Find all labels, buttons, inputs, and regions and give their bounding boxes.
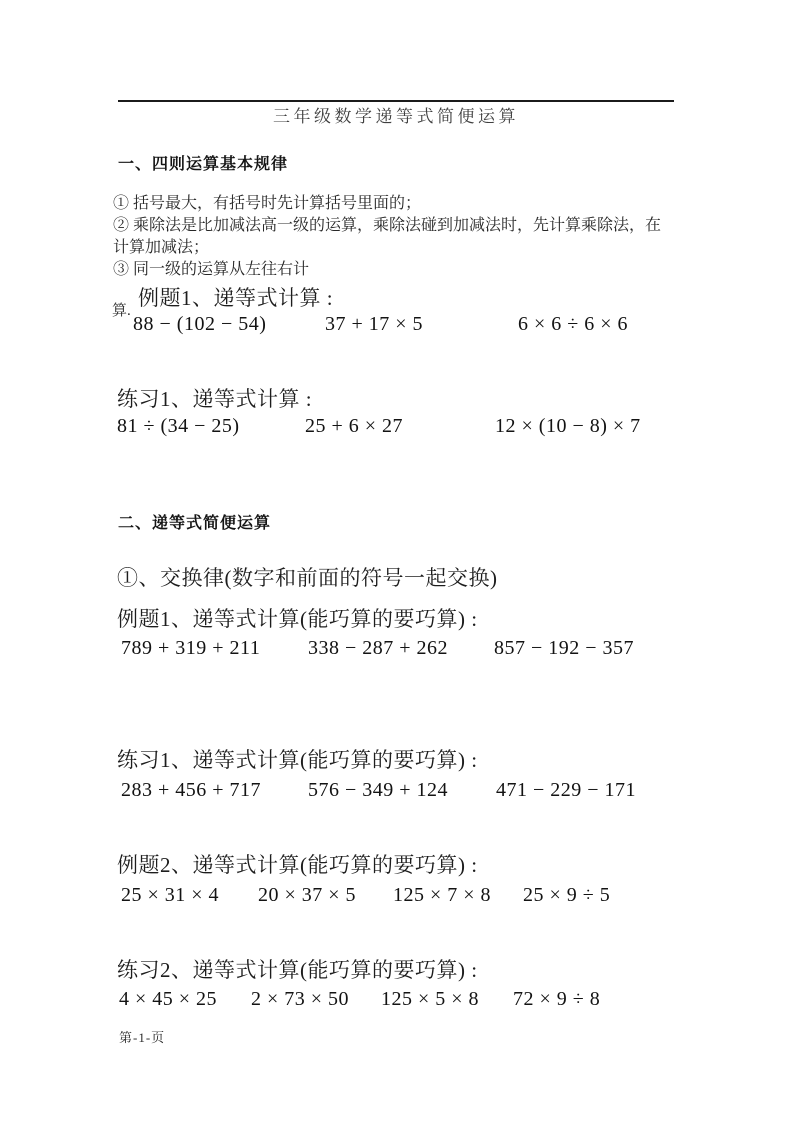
math-expression: 789 + 319 + 211 <box>121 637 261 659</box>
section2-example-1-title: 例题1、递等式计算(能巧算的要巧算) : <box>117 607 478 631</box>
math-expression: 25 × 31 × 4 <box>121 884 220 906</box>
rule-item-1: ① 括号最大，有括号时先计算括号里面的； <box>113 195 422 212</box>
math-expression: 20 × 37 × 5 <box>258 884 357 906</box>
practice-1-title: 练习1、递等式计算 : <box>117 387 313 411</box>
section2-example-2-title: 例题2、递等式计算(能巧算的要巧算) : <box>117 853 478 877</box>
section2-practice-2-title: 练习2、递等式计算(能巧算的要巧算) : <box>117 958 478 982</box>
rules-list <box>113 193 688 281</box>
math-expression: 857 − 192 − 357 <box>494 637 635 659</box>
commutative-law-title: ①、交换律(数字和前面的符号一起交换) <box>117 566 498 590</box>
math-expression: 88 − (102 − 54) <box>133 313 267 335</box>
math-expression: 25 × 9 ÷ 5 <box>523 884 611 906</box>
math-expression: 125 × 5 × 8 <box>381 988 480 1010</box>
math-expression: 37 + 17 × 5 <box>325 313 424 335</box>
rule-item-3: ③ 同一级的运算从左往右计 <box>113 261 310 278</box>
page-number: 第-1-页 <box>119 1030 166 1045</box>
section-2-heading: 二、递等式简便运算 <box>118 515 272 532</box>
math-expression: 576 − 349 + 124 <box>308 779 449 801</box>
section2-practice-1-title: 练习1、递等式计算(能巧算的要巧算) : <box>117 748 478 772</box>
math-expression: 4 × 45 × 25 <box>119 988 218 1010</box>
rule-3-wrapped-text: 算. <box>112 303 131 319</box>
example-1-title: 例题1、递等式计算 : <box>138 286 334 310</box>
math-expression: 6 × 6 ÷ 6 × 6 <box>518 313 629 335</box>
rule-item-2-continued: 计算加减法； <box>113 239 210 256</box>
math-expression: 25 + 6 × 27 <box>305 415 404 437</box>
math-expression: 283 + 456 + 717 <box>121 779 262 801</box>
math-expression: 81 ÷ (34 − 25) <box>117 415 240 437</box>
math-expression: 12 × (10 − 8) × 7 <box>495 415 641 437</box>
doc-title: 三年级数学递等式简便运算 <box>273 107 519 126</box>
rule-item-2: ② 乘除法是比加减法高一级的运算，乘除法碰到加减法时，先计算乘除法，在 <box>113 217 662 234</box>
math-expression: 2 × 73 × 50 <box>251 988 350 1010</box>
math-expression: 125 × 7 × 8 <box>393 884 492 906</box>
math-expression: 471 − 229 − 171 <box>496 779 637 801</box>
section-1-heading: 一、四则运算基本规律 <box>118 156 289 173</box>
math-expression: 72 × 9 ÷ 8 <box>513 988 601 1010</box>
math-expression: 338 − 287 + 262 <box>308 637 449 659</box>
